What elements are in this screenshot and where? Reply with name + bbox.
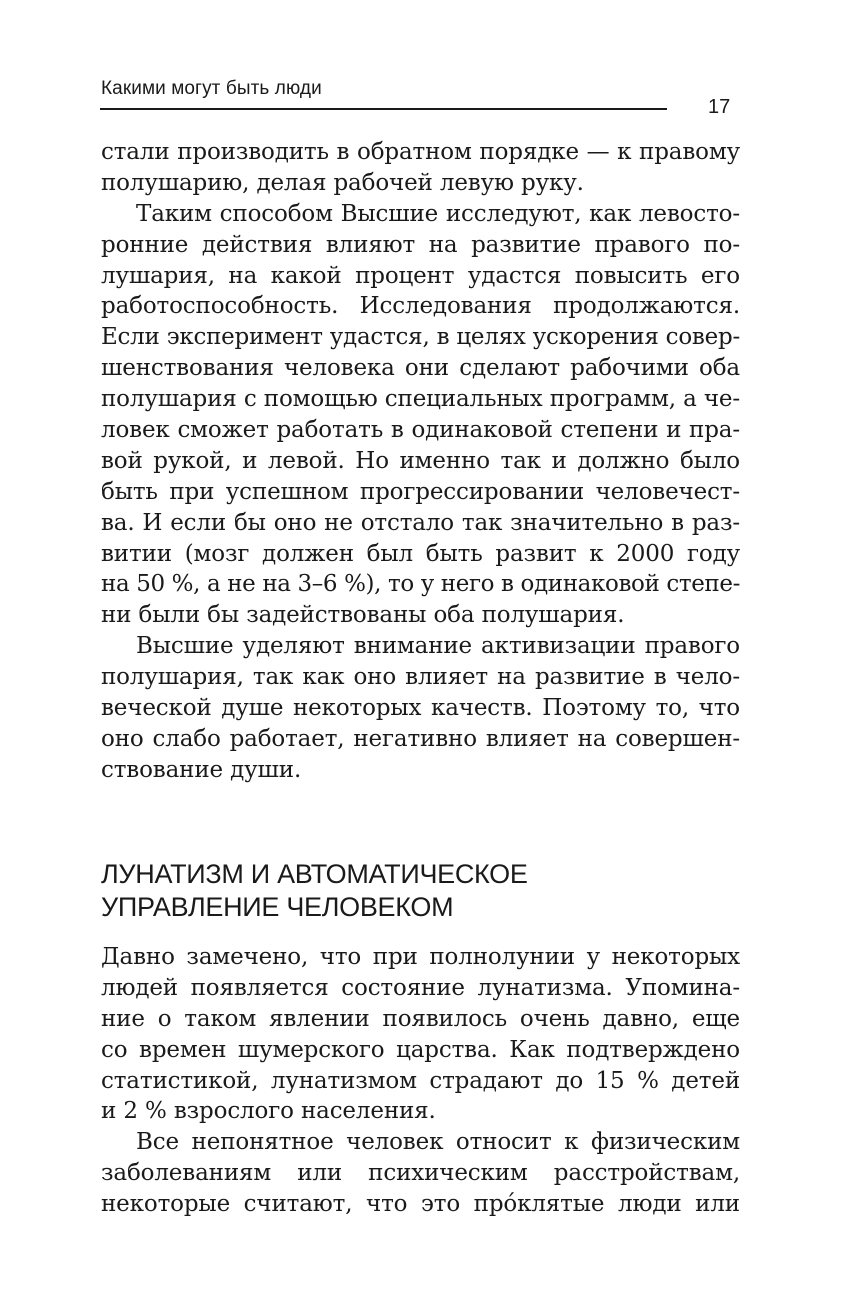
text-line: заболеваниям или психическим расстройствам, (101, 1160, 740, 1187)
text-line: быть при успешном прогрессировании человечест- (101, 478, 740, 505)
text-line: статистикой, лунатизмом страдают до 15 % детей (101, 1067, 740, 1094)
text-line: шенствования человека они сделают рабочими оба (101, 355, 740, 382)
text-line: стали производить в обратном порядке — к правому (101, 139, 740, 165)
text-line: и 2 % взрослого населения. (101, 1098, 436, 1125)
text-line: вой рукой, и левой. Но именно так и должно было (101, 447, 740, 474)
section-heading (101, 858, 528, 924)
text-line: оно слабо работает, негативно влияет на совершен- (101, 725, 740, 752)
paragraph-first-line: Все непонятное человек относит к физическим (136, 1129, 740, 1156)
text-line: работоспособность. Исследования продолжаются. (101, 293, 740, 320)
text-line: веческой душе некоторых качеств. Поэтому то, что (101, 695, 740, 722)
text-line: людей появляется состояние лунатизма. Упомина- (101, 974, 740, 1001)
text-line: полушария, так как оно влияет на развитие в чело- (101, 664, 740, 691)
text-line: со времен шумерского царства. Как подтверждено (101, 1036, 740, 1063)
text-line: лушария, на какой процент удастся повысить его (101, 262, 740, 289)
body-text-section-1 (101, 137, 740, 786)
text-line: полушария с помощью специальных программ, а че- (101, 386, 740, 413)
text-line: Давно замечено, что при полнолунии у некоторых (101, 944, 740, 970)
text-line: некоторые считают, что это прóклятые люди или (101, 1191, 740, 1218)
paragraph-first-line: Высшие уделяют внимание активизации правого (136, 633, 740, 660)
text-line: на 50 %, а не на 3–6 %), то у него в одинаковой степе- (101, 571, 740, 598)
text-line: ронние действия влияют на развитие правого по- (101, 231, 740, 258)
text-line: ствование души. (101, 756, 302, 783)
text-line: витии (мозг должен был быть развит к 2000 году (101, 540, 740, 567)
text-line: полушарию, делая рабочей левую руку. (101, 169, 584, 196)
paragraph-first-line: Таким способом Высшие исследуют, как левосто- (136, 200, 740, 227)
heading-line-1: ЛУНАТИЗМ И АВТОМАТИЧЕСКОЕ (101, 859, 528, 889)
heading-line-2: УПРАВЛЕНИЕ ЧЕЛОВЕКОМ (101, 892, 454, 922)
running-title: Какими могут быть люди (101, 78, 322, 99)
text-line: ва. И если бы оно не отстало так значительно в раз- (101, 509, 740, 536)
text-line: ние о таком явлении появилось очень давно, еще (101, 1005, 740, 1032)
header-rule (100, 108, 667, 110)
page-number: 17 (708, 96, 731, 118)
text-line: ловек сможет работать в одинаковой степени и пра- (101, 417, 740, 444)
body-text-section-2 (101, 942, 740, 1220)
text-line: Если эксперимент удастся, в целях ускорения совер- (101, 324, 740, 351)
text-line: ни были бы задействованы оба полушария. (101, 602, 625, 629)
